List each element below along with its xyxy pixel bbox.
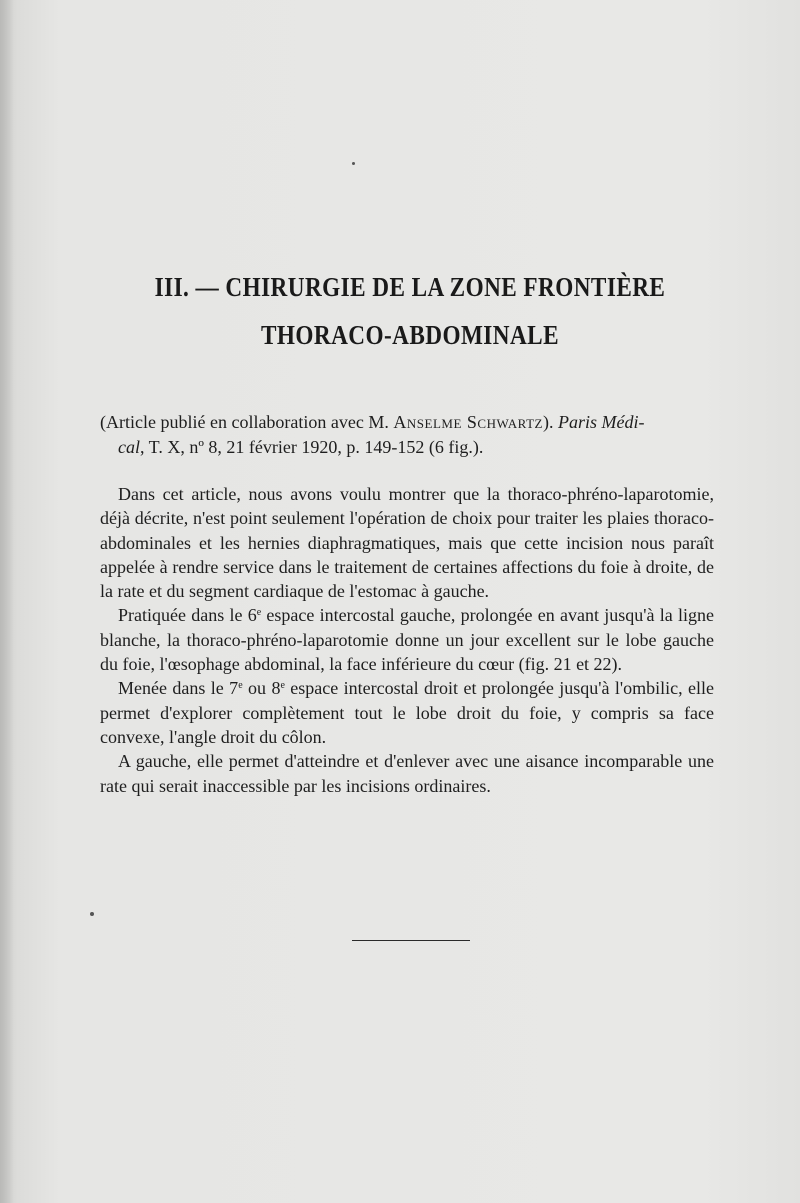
citation-journal-cont: cal — [118, 437, 140, 457]
section-title-line-1: III. — CHIRURGIE DE LA ZONE FRONTIÈRE — [154, 272, 666, 302]
paragraph-2-b: espace intercostal gauche, prolongée en avant jusqu'à la ligne blanche, la thoraco-phréno-laparotomie donne un jour excellent sur le lobe gauche du foie, l'œsophage abdominal, la face inférieure du cœur (fig. 21 et 22). — [100, 605, 714, 675]
paragraph-3-sup-2: e — [280, 680, 285, 692]
ink-speck — [90, 912, 94, 916]
section-end-rule — [352, 940, 470, 941]
paragraph-3 — [100, 676, 714, 749]
paragraph-3-b: ou 8 — [242, 678, 281, 699]
paragraph-4: A gauche, elle permet d'atteindre et d'enlever avec une aisance incomparable une rate qui serait inaccessible par les incisions ordinaires. — [100, 751, 714, 796]
paragraph-1: Dans cet article, nous avons voulu montrer que la thoraco-phréno-laparotomie, déjà décrite, n'est point seulement l'opération de choix pour traiter les plaies thoraco-abdominales et les hernies diaphragmatiques, mais que cette incision nous paraît appelée à rendre service dans le traitement de certaines affections du foie à droite, de la rate et du segment cardiaque de l'estomac à gauche. — [100, 484, 714, 602]
paragraph-3-sup-1: e — [238, 680, 243, 692]
page-spine-shadow — [0, 0, 14, 1203]
citation-details: , T. X, nº 8, 21 février 1920, p. 149-152 (6 fig.). — [140, 437, 484, 457]
body-text — [100, 482, 714, 798]
citation — [100, 410, 712, 460]
ink-speck — [352, 162, 355, 165]
paragraph-2-sup: e — [256, 607, 262, 619]
citation-journal: Paris Médi- — [557, 412, 645, 432]
paragraph-3-c: espace intercostal droit et prolongée jusqu'à l'ombilic, elle permet d'explorer complètement tout le lobe droit du foie, y compris sa face convexe, l'angle droit du côlon. — [100, 678, 714, 747]
section-title-line-2: THORACO-ABDOMINALE — [260, 320, 559, 350]
paragraph-2 — [100, 603, 714, 676]
citation-prefix: (Article publié en collaboration avec M. — [100, 412, 394, 432]
paragraph-2-a: Pratiquée dans le 6 — [118, 605, 257, 626]
citation-suffix: ). — [542, 412, 558, 432]
paragraph-3-a: Menée dans le 7 — [118, 678, 239, 699]
citation-author: Anselme Schwartz — [393, 412, 543, 432]
